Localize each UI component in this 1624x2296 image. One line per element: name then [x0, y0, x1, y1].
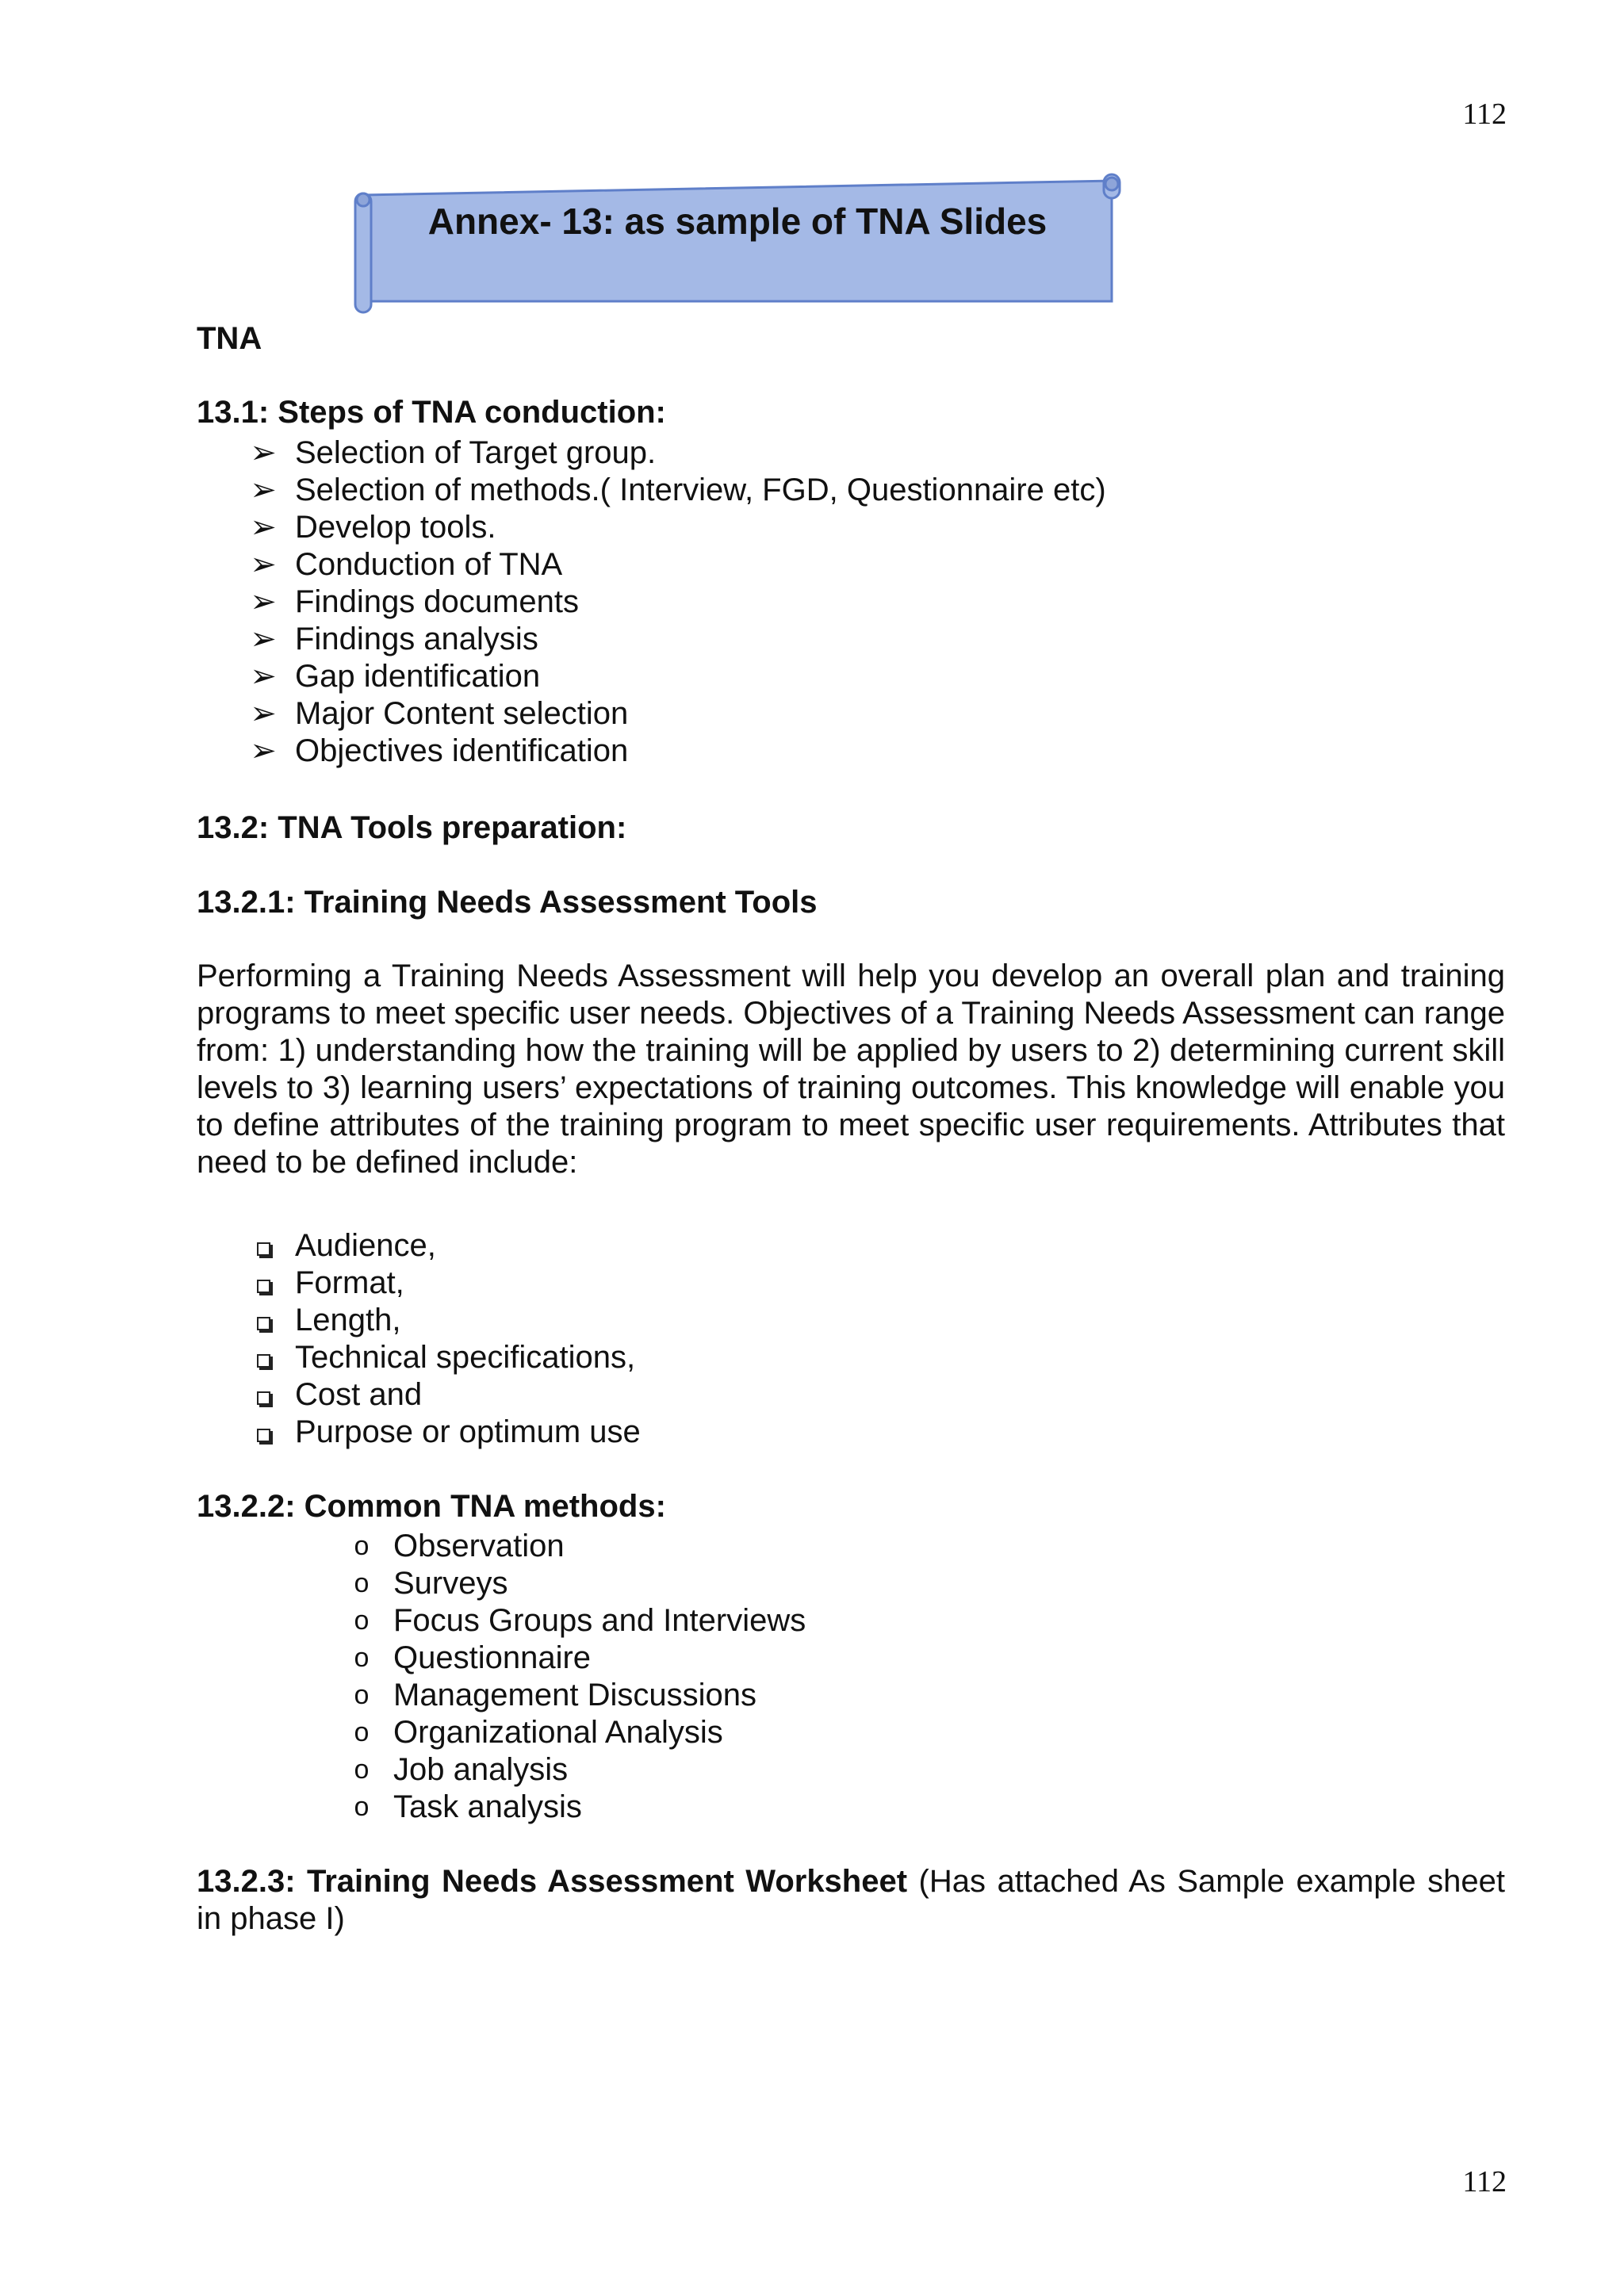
- arrow-bullet-icon: ➢: [250, 547, 277, 582]
- list-item: ➢ Develop tools.: [295, 509, 1106, 546]
- square-bullet-icon: [257, 1242, 270, 1256]
- list-item: o Observation: [393, 1528, 806, 1565]
- list-item: ➢ Objectives identification: [295, 733, 1106, 770]
- square-bullet-icon: [257, 1317, 270, 1330]
- arrow-bullet-icon: ➢: [250, 510, 277, 545]
- steps-list: [250, 434, 1106, 770]
- list-item: o Surveys: [393, 1565, 806, 1602]
- list-item: Cost and: [295, 1376, 641, 1414]
- list-item: ➢ Findings analysis: [295, 621, 1106, 658]
- list-item: Purpose or optimum use: [295, 1414, 641, 1451]
- list-item: ➢ Major Content selection: [295, 695, 1106, 733]
- section-13-1-heading: 13.1: Steps of TNA conduction:: [197, 395, 666, 430]
- circle-bullet-icon: o: [354, 1531, 370, 1561]
- banner-right-curl: [1105, 178, 1118, 190]
- arrow-bullet-icon: ➢: [250, 622, 277, 656]
- worksheet-note: (Has attached As Sample example sheet in phase I): [197, 1864, 1506, 1936]
- list-item: ➢ Gap identification: [295, 658, 1106, 695]
- circle-bullet-icon: o: [354, 1755, 370, 1785]
- list-item: o Job analysis: [393, 1751, 806, 1789]
- scroll-banner-shape: [352, 173, 1123, 316]
- list-item: Audience,: [295, 1227, 641, 1265]
- methods-list: [354, 1528, 806, 1826]
- arrow-bullet-icon: ➢: [250, 473, 277, 507]
- list-item: o Questionnaire: [393, 1640, 806, 1677]
- circle-bullet-icon: o: [354, 1568, 370, 1598]
- arrow-bullet-icon: ➢: [250, 659, 277, 694]
- worksheet-paragraph: [197, 1863, 1505, 1938]
- circle-bullet-icon: o: [354, 1680, 370, 1710]
- list-item: ➢ Selection of methods.( Interview, FGD, Questionnaire etc): [295, 472, 1106, 509]
- square-bullet-icon: [257, 1429, 270, 1442]
- assessment-paragraph: Performing a Training Needs Assessment will help you develop an overall plan and training programs to meet specific user needs. Objectives of a Training Needs Assessment can range from: 1) understanding how the training will be applied by users to 2) determining current skill levels to 3) learning users’ expectations of training outcomes. This knowledge will enable you to define attributes of the training program to meet specific user requirements. Attributes that need to be defined include:: [197, 959, 1505, 1180]
- circle-bullet-icon: o: [354, 1792, 370, 1822]
- list-item: o Management Discussions: [393, 1677, 806, 1714]
- page-number-bottom: 112: [1462, 2165, 1507, 2198]
- arrow-bullet-icon: ➢: [250, 696, 277, 731]
- circle-bullet-icon: o: [354, 1643, 370, 1673]
- arrow-bullet-icon: ➢: [250, 584, 277, 619]
- section-13-2-2-heading: 13.2.2: Common TNA methods:: [197, 1489, 666, 1524]
- list-item: o Organizational Analysis: [393, 1714, 806, 1751]
- list-item: Length,: [295, 1302, 641, 1339]
- section-13-2-heading: 13.2: TNA Tools preparation:: [197, 810, 627, 845]
- list-item: ➢ Conduction of TNA: [295, 546, 1106, 584]
- list-item: ➢ Selection of Target group.: [295, 434, 1106, 472]
- list-item: o Task analysis: [393, 1789, 806, 1826]
- square-bullet-icon: [257, 1280, 270, 1293]
- circle-bullet-icon: o: [354, 1605, 370, 1636]
- list-item: o Focus Groups and Interviews: [393, 1602, 806, 1640]
- annex-banner: [352, 173, 1123, 316]
- arrow-bullet-icon: ➢: [250, 435, 277, 470]
- worksheet-heading: 13.2.3: Training Needs Assessment Worksheet: [197, 1864, 908, 1899]
- attributes-list: [295, 1227, 641, 1451]
- list-item: Technical specifications,: [295, 1339, 641, 1376]
- tna-label: TNA: [197, 321, 262, 356]
- square-bullet-icon: [257, 1391, 270, 1405]
- list-item: ➢ Findings documents: [295, 584, 1106, 621]
- banner-title: Annex- 13: as sample of TNA Slides: [427, 201, 1048, 242]
- section-13-2-1-heading: 13.2.1: Training Needs Assessment Tools: [197, 885, 818, 920]
- page-number-top: 112: [1462, 98, 1507, 131]
- arrow-bullet-icon: ➢: [250, 733, 277, 768]
- list-item: Format,: [295, 1265, 641, 1302]
- square-bullet-icon: [257, 1354, 270, 1368]
- circle-bullet-icon: o: [354, 1717, 370, 1747]
